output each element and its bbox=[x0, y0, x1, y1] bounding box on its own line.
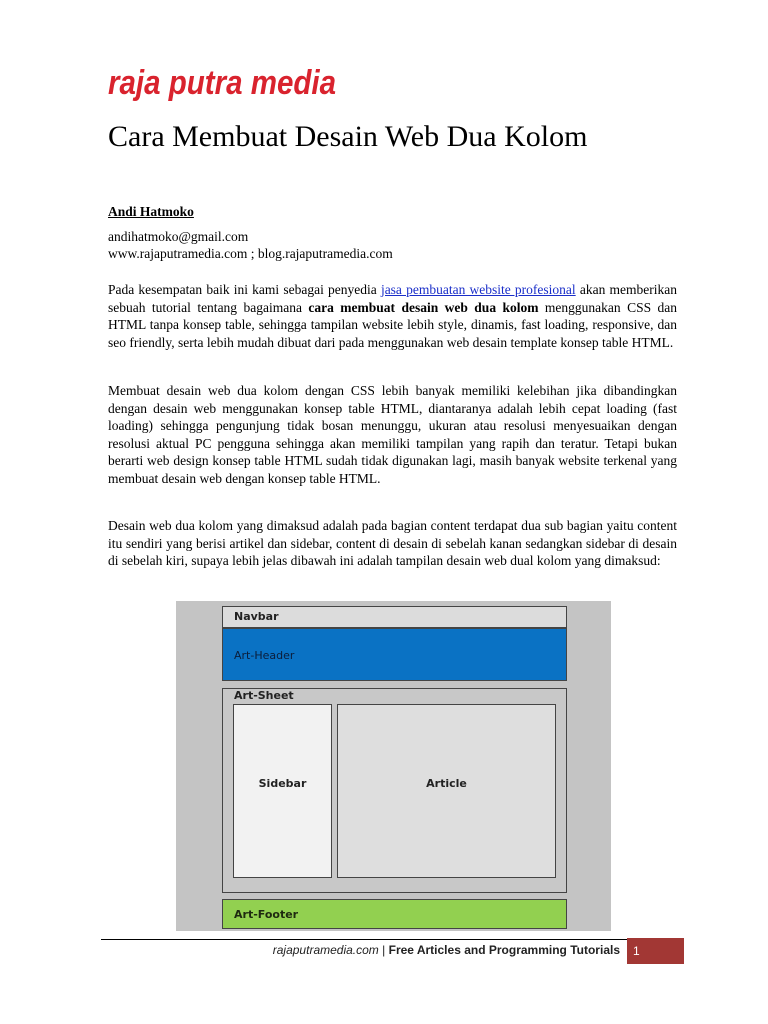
intro-text-a: Pada kesempatan baik ini kami sebagai penyedia bbox=[108, 282, 381, 297]
diagram-header bbox=[222, 628, 567, 681]
header-label: Art-Header bbox=[234, 649, 295, 662]
svg-text:raja putra media: raja putra media bbox=[108, 64, 336, 102]
diagram-navbar bbox=[222, 606, 567, 628]
raja-putra-media-logo bbox=[108, 62, 338, 104]
jasa-pembuatan-website-link[interactable]: jasa pembuatan website profesional bbox=[380, 282, 576, 297]
two-column-layout-diagram bbox=[176, 601, 611, 931]
footer-separator: | bbox=[378, 943, 389, 957]
footer-label: Art-Footer bbox=[234, 908, 299, 921]
article-label: Article bbox=[426, 777, 467, 790]
intro-text-b: akan memberikan sebuah tutorial tentang bagaimana bbox=[108, 282, 677, 315]
paragraph-advantages: Membuat desain web dua kolom dengan CSS lebih banyak memiliki kelebihan jika dibandingkan dengan desain web menggunakan konsep table HTML, diantaranya adalah lebih cepat loading (fast loading) sehingga pengunjung tidak bosan menunggu, ukuran atau resolusi menyesuaikan dengan resolusi aktual PC pengguna sehingga akan memiliki tampilan yang rapih dan teratur. Tetapi bukan berarti web design konsep table HTML sudah tidak digunakan lagi, masih banyak website terkenal yang membuat desain web dengan konsep table HTML. bbox=[108, 383, 677, 486]
navbar-label: Navbar bbox=[234, 610, 279, 623]
diagram-footer bbox=[222, 899, 567, 929]
page-number: 1 bbox=[627, 938, 684, 964]
page-footer bbox=[200, 943, 620, 957]
sheet-label: Art-Sheet bbox=[234, 689, 294, 702]
diagram-article bbox=[337, 704, 556, 878]
author-email: andihatmoko@gmail.com bbox=[108, 229, 249, 244]
paragraph-description: Desain web dua kolom yang dimaksud adalah pada bagian content terdapat dua sub bagian yaitu content itu sendiri yang berisi artikel dan sidebar, content di desain di sebelah kanan sedangkan sidebar di desain di sebelah kiri, supaya lebih jelas dibawah ini adalah tampilan desain web dual kolom yang dimaksud: bbox=[108, 518, 677, 568]
page-title: Cara Membuat Desain Web Dua Kolom bbox=[108, 120, 588, 153]
footer-divider bbox=[101, 939, 627, 940]
sidebar-label: Sidebar bbox=[258, 777, 307, 790]
footer-tagline: Free Articles and Programming Tutorials bbox=[388, 943, 620, 957]
diagram-sidebar bbox=[233, 704, 332, 878]
intro-text-c: menggunakan CSS dan HTML tanpa konsep table, sehingga tampilan website lebih style, dinamis, fast loading, responsive, dan seo friendly, serta lebih mudah dibuat dari pada menggunakan web desain template konsep table HTML. bbox=[108, 299, 678, 350]
author-websites: www.rajaputramedia.com ; blog.rajaputramedia.com bbox=[108, 246, 393, 261]
footer-site: rajaputramedia.com bbox=[272, 943, 379, 957]
paragraph-intro bbox=[108, 281, 677, 351]
author-name: Andi Hatmoko bbox=[108, 204, 194, 219]
intro-bold-phrase: cara membuat desain web dua kolom bbox=[308, 299, 539, 315]
